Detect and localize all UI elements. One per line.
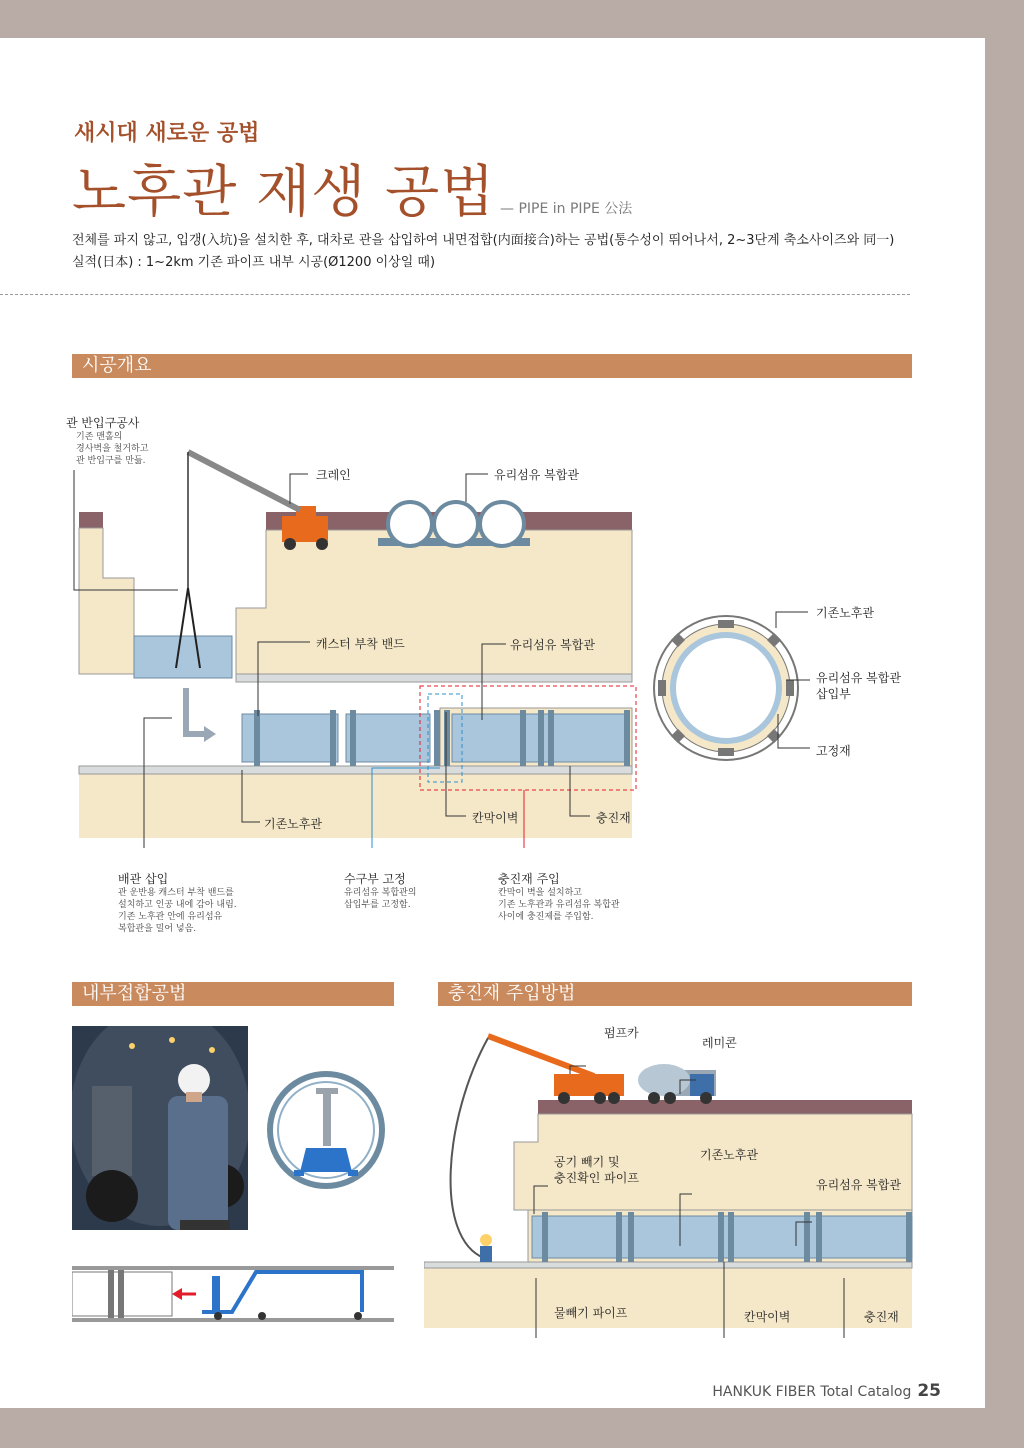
note-title: 충진재 주입: [498, 872, 560, 886]
title-suffix: — PIPE in PIPE 公法: [500, 201, 633, 217]
note-title: 수구부 고정: [344, 872, 406, 886]
note-body: 칸막이 벽을 설치하고 기존 노후관과 유리섬유 복합관 사이에 충진제를 주입함.: [498, 888, 620, 922]
label-existing-pipe: 기존노후관: [264, 817, 322, 831]
section-heading-overview: 시공개요: [72, 354, 912, 378]
footer-catalog: HANKUK FIBER Total Catalog: [712, 1384, 912, 1400]
page-number: 25: [917, 1381, 941, 1401]
note-body: 관 운반용 캐스터 부착 밴드를 설치하고 인공 내에 감아 내림. 기존 노후관 안에 유리섬유 복합관을 밀어 넣음.: [118, 888, 237, 934]
internal-joint-cross-section: [266, 1068, 386, 1192]
catalog-page: [0, 38, 985, 1408]
label-existing-pipe-2: 기존노후관: [700, 1148, 758, 1162]
label-cross-frp: 유리섬유 복합관 삽입부: [816, 671, 901, 701]
footer: [712, 1381, 941, 1401]
label-air-pipe: 공기 빼기 및 충진확인 파이프: [554, 1155, 639, 1185]
label-cross-fixer: 고정재: [816, 744, 851, 758]
page-title: 노후관 재생 공법: [72, 160, 496, 225]
label-filler-2: 충진재: [864, 1310, 899, 1324]
entry-title: 관 반입구공사: [66, 416, 140, 430]
description: [72, 230, 894, 274]
label-frp-top: 유리섬유 복합관: [494, 468, 579, 482]
note-pipe-insert: [118, 870, 237, 935]
section-heading-filler-method: 충진재 주입방법: [438, 982, 912, 1006]
label-remicon: 레미콘: [702, 1036, 737, 1050]
entry-note: 기존 맨홀의 경사벽을 철거하고 관 반입구를 만듦.: [76, 432, 149, 466]
worker-photo: [72, 1026, 248, 1230]
internal-joint-side-view: [72, 1260, 394, 1330]
page-subtitle: 새시대 새로운 공법: [74, 121, 260, 146]
worker-photo-illustration: [72, 1026, 248, 1230]
label-cross-existing: 기존노후관: [816, 606, 874, 620]
note-title: 배관 삽입: [118, 872, 169, 886]
label-frp-2: 유리섬유 복합관: [816, 1178, 901, 1192]
entry-label-group: [66, 414, 148, 467]
label-bulkhead: 칸막이벽: [472, 811, 519, 825]
note-body: 유리섬유 복합관의 삽입부를 고정함.: [344, 888, 417, 910]
label-frp-mid: 유리섬유 복합관: [510, 638, 595, 652]
label-bulkhead-2: 칸막이벽: [744, 1310, 791, 1324]
description-line-2: 실적(日本) : 1~2km 기존 파이프 내부 시공(Ø1200 이상일 때): [72, 255, 436, 270]
note-filler-inject: [498, 870, 620, 923]
section-heading-internal-joint: 내부접합공법: [72, 982, 394, 1006]
label-filler: 충진재: [596, 811, 631, 825]
description-line-1: 전체를 파지 않고, 입갱(入坑)을 설치한 후, 대차로 관을 삽입하여 내면접합(内面接合)하는 공법(통수성이 뛰어나서, 2~3단계 축소사이즈와 同一): [72, 233, 895, 248]
note-socket-fix: [344, 870, 416, 911]
label-crane: 크레인: [316, 468, 351, 482]
label-pump-car: 펌프카: [604, 1026, 639, 1040]
dashed-divider: [0, 294, 910, 295]
label-caster-band: 캐스터 부착 밴드: [316, 637, 405, 651]
label-drain-pipe: 물빼기 파이프: [554, 1306, 628, 1320]
